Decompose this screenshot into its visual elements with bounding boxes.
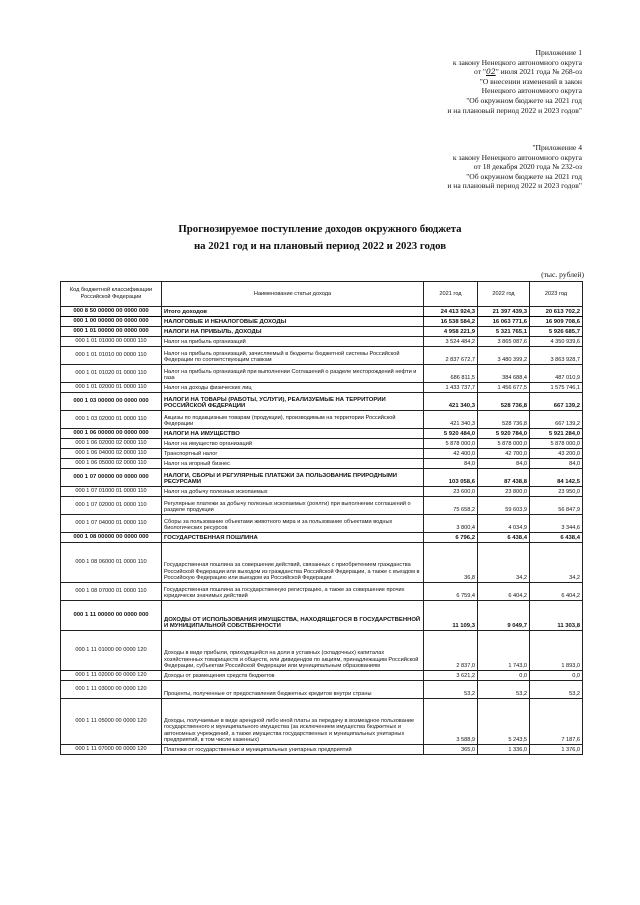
table-row: [61, 327, 583, 337]
table-row: [61, 347, 583, 365]
cell-code: 000 1 07 04000 01 0000 110: [61, 515, 162, 533]
cell-2021: 1 433 737,7: [424, 383, 478, 393]
cell-2021: 75 658,2: [424, 497, 478, 515]
cell-2023: 0,0: [530, 671, 583, 681]
cell-name: Налог на имущество организаций: [162, 439, 424, 449]
cell-name: НАЛОГИ НА ИМУЩЕСТВО: [162, 429, 424, 439]
appendix-4-header: [447, 143, 582, 191]
cell-code: 000 1 01 01010 00 0000 110: [61, 347, 162, 365]
table-row: [61, 745, 583, 755]
table-row: [61, 583, 583, 601]
cell-2022: 1 456 677,5: [478, 383, 530, 393]
cell-name: НАЛОГИ НА ТОВАРЫ (РАБОТЫ, УСЛУГИ), РЕАЛИЗУЕМЫЕ НА ТЕРРИТОРИИ РОССИЙСКОЙ ФЕДЕРАЦИИ: [162, 393, 424, 411]
cell-2023: 43 200,0: [530, 449, 583, 459]
cell-2023: 84 142,5: [530, 469, 583, 487]
table-row: [61, 671, 583, 681]
cell-name: ДОХОДЫ ОТ ИСПОЛЬЗОВАНИЯ ИМУЩЕСТВА, НАХОДЯЩЕГОСЯ В ГОСУДАРСТВЕННОЙ И МУНИЦИПАЛЬНОЙ СОБСТВЕННОСТИ: [162, 601, 424, 631]
cell-2021: 84,0: [424, 459, 478, 469]
cell-2023: 5 921 284,0: [530, 429, 583, 439]
cell-2021: 36,8: [424, 543, 478, 583]
cell-2023: 4 350 939,6: [530, 337, 583, 347]
cell-2023: 5 878 000,0: [530, 439, 583, 449]
cell-2021: 3 524 484,2: [424, 337, 478, 347]
cell-2021: 3 800,4: [424, 515, 478, 533]
table-row: [61, 439, 583, 449]
cell-code: 000 1 01 02000 01 0000 110: [61, 383, 162, 393]
cell-code: 000 1 07 02000 01 0000 110: [61, 497, 162, 515]
cell-name: Транспортный налог: [162, 449, 424, 459]
cell-2022: 528 736,8: [478, 411, 530, 429]
cell-name: Доходы в виде прибыли, приходящейся на доли в уставных (складочных) капиталах хозяйственных товариществ и обществ, или дивидендов по акциям, принадлежащим Российской Федерации, субъектам Российской Федерации или муниципальным образованиям: [162, 631, 424, 671]
handwritten-date: 02: [486, 67, 496, 77]
cell-name: Налог на добычу полезных ископаемых: [162, 487, 424, 497]
appendix-1-date-line: от "02" июля 2021 года № 268-оз: [474, 67, 582, 77]
cell-name: Проценты, полученные от предоставления бюджетных кредитов внутри страны: [162, 681, 424, 699]
header-2023: 2023 год: [530, 282, 583, 307]
cell-2023: 34,2: [530, 543, 583, 583]
table-header-row: [61, 282, 583, 307]
cell-2023: 84,0: [530, 459, 583, 469]
header-name: Наименование статьи дохода: [162, 282, 424, 307]
cell-name: Доходы, получаемые в виде арендной либо иной платы за передачу в возмездное пользование государственного и муниципального имущества (за исключением имущества бюджетных и автономных учреждений, а также имущества государственных и муниципальных унитарных предприятий, в том числе казенных): [162, 699, 424, 745]
cell-2022: 5 321 765,1: [478, 327, 530, 337]
cell-code: 000 1 07 01000 01 0000 110: [61, 487, 162, 497]
cell-name: Налог на прибыль организаций, зачисляемый в бюджеты бюджетной системы Российской Федерации по соответствующим ставкам: [162, 347, 424, 365]
cell-2021: 42 400,0: [424, 449, 478, 459]
appendix-4-line: "Приложение 4: [532, 143, 582, 152]
cell-code: 000 1 01 01020 01 0000 110: [61, 365, 162, 383]
cell-2022: 5 243,5: [478, 699, 530, 745]
cell-code: 000 1 01 00000 00 0000 000: [61, 327, 162, 337]
cell-2023: 6 438,4: [530, 533, 583, 543]
cell-name: НАЛОГОВЫЕ И НЕНАЛОГОВЫЕ ДОХОДЫ: [162, 317, 424, 327]
cell-2022: 6 438,4: [478, 533, 530, 543]
cell-code: 000 1 07 00000 00 0000 000: [61, 469, 162, 487]
document-title-line-1: Прогнозируемое поступление доходов окружного бюджета: [178, 223, 462, 235]
cell-code: 000 1 11 01000 00 0000 120: [61, 631, 162, 671]
cell-2021: 421 340,3: [424, 411, 478, 429]
cell-2022: 3 865 087,6: [478, 337, 530, 347]
cell-name: Налог на доходы физических лиц: [162, 383, 424, 393]
cell-2021: 24 413 924,3: [424, 307, 478, 317]
cell-name: Сборы за пользование объектами животного мира и за пользование объектами водных биологических ресурсов: [162, 515, 424, 533]
header-2021: 2021 год: [424, 282, 478, 307]
table-row: [61, 469, 583, 487]
cell-code: 000 1 11 00000 00 0000 000: [61, 601, 162, 631]
cell-name: Налог на игорный бизнес: [162, 459, 424, 469]
cell-2022: 6 404,2: [478, 583, 530, 601]
cell-2021: 103 058,6: [424, 469, 478, 487]
cell-2021: 2 837,0: [424, 631, 478, 671]
cell-name: Государственная пошлина за совершение действий, связанных с приобретением гражданства Российской Федерации или выходом из гражданства Российской Федерации, а также с въездом в Российскую Федерацию или выездом из Российской Федерации: [162, 543, 424, 583]
appendix-1-line: к закону Ненецкого автономного округа: [452, 57, 582, 67]
cell-2022: 42 700,0: [478, 449, 530, 459]
document-title: [0, 221, 640, 255]
cell-2023: 6 404,2: [530, 583, 583, 601]
cell-2023: 7 187,6: [530, 699, 583, 745]
cell-2021: 6 759,4: [424, 583, 478, 601]
cell-2021: 5 878 000,0: [424, 439, 478, 449]
cell-2023: 667 139,2: [530, 393, 583, 411]
cell-name: Налог на прибыль организаций: [162, 337, 424, 347]
cell-2021: 365,0: [424, 745, 478, 755]
cell-code: 000 8 50 00000 00 0000 000: [61, 307, 162, 317]
table-row: [61, 383, 583, 393]
cell-code: 000 1 11 03000 00 0000 120: [61, 681, 162, 699]
table-row: [61, 307, 583, 317]
cell-code: 000 1 03 00000 00 0000 000: [61, 393, 162, 411]
cell-code: 000 1 08 07000 01 0000 110: [61, 583, 162, 601]
cell-2022: 84,0: [478, 459, 530, 469]
cell-2021: 53,2: [424, 681, 478, 699]
appendix-4-line: от 18 декабря 2020 года № 232-оз: [473, 162, 582, 172]
table-row: [61, 515, 583, 533]
document-title-line-2: на 2021 год и на плановый период 2022 и 2023 годов: [193, 240, 447, 252]
table-row: [61, 365, 583, 383]
cell-2021: 16 538 584,2: [424, 317, 478, 327]
table-row: [61, 393, 583, 411]
cell-2021: 23 600,0: [424, 487, 478, 497]
cell-code: 000 1 01 01000 00 0000 110: [61, 337, 162, 347]
revenue-table: [60, 281, 583, 755]
cell-code: 000 1 08 00000 00 0000 000: [61, 533, 162, 543]
cell-code: 000 1 00 00000 00 0000 000: [61, 317, 162, 327]
cell-code: 000 1 03 02000 01 0000 110: [61, 411, 162, 429]
cell-name: Доходы от размещения средств бюджетов: [162, 671, 424, 681]
cell-2022: 16 063 771,6: [478, 317, 530, 327]
cell-2023: 3 344,6: [530, 515, 583, 533]
cell-code: 000 1 11 02000 00 0000 120: [61, 671, 162, 681]
cell-2023: 3 863 928,7: [530, 347, 583, 365]
cell-2023: 667 139,2: [530, 411, 583, 429]
cell-2021: 686 811,5: [424, 365, 478, 383]
cell-2023: 5 926 685,7: [530, 327, 583, 337]
cell-name: Акцизы по подакцизным товарам (продукции), производимым на территории Российской Федерации: [162, 411, 424, 429]
cell-2021: 2 837 672,7: [424, 347, 478, 365]
cell-name: НАЛОГИ, СБОРЫ И РЕГУЛЯРНЫЕ ПЛАТЕЖИ ЗА ПОЛЬЗОВАНИЕ ПРИРОДНЫМИ РЕСУРСАМИ: [162, 469, 424, 487]
appendix-1-line: Приложение 1: [535, 48, 582, 57]
cell-2022: 1 743,0: [478, 631, 530, 671]
cell-2023: 1 575 746,1: [530, 383, 583, 393]
table-body: [61, 307, 583, 755]
cell-2022: 3 480 399,2: [478, 347, 530, 365]
appendix-4-line: "Об окружном бюджете на 2021 год: [466, 171, 582, 181]
cell-name: Платежи от государственных и муниципальных унитарных предприятий: [162, 745, 424, 755]
cell-2021: 11 109,3: [424, 601, 478, 631]
cell-code: 000 1 11 05000 00 0000 120: [61, 699, 162, 745]
cell-2022: 384 688,4: [478, 365, 530, 383]
table-row: [61, 699, 583, 745]
appendix-1-header: [447, 48, 582, 115]
table-row: [61, 449, 583, 459]
table-row: [61, 497, 583, 515]
cell-name: НАЛОГИ НА ПРИБЫЛЬ, ДОХОДЫ: [162, 327, 424, 337]
cell-name: Итого доходов: [162, 307, 424, 317]
cell-code: 000 1 06 04000 02 0000 110: [61, 449, 162, 459]
table-row: [61, 429, 583, 439]
cell-2022: 1 336,0: [478, 745, 530, 755]
cell-2022: 21 397 439,3: [478, 307, 530, 317]
cell-2021: 3 588,9: [424, 699, 478, 745]
cell-2023: 53,2: [530, 681, 583, 699]
cell-2021: 421 340,3: [424, 393, 478, 411]
appendix-1-line: Ненецкого автономного округа: [481, 86, 582, 96]
cell-2022: 9 049,7: [478, 601, 530, 631]
cell-2022: 4 034,9: [478, 515, 530, 533]
table-row: [61, 533, 583, 543]
cell-2021: 3 621,2: [424, 671, 478, 681]
cell-2022: 0,0: [478, 671, 530, 681]
cell-2022: 34,2: [478, 543, 530, 583]
cell-2023: 1 376,0: [530, 745, 583, 755]
cell-2021: 6 796,2: [424, 533, 478, 543]
header-2022: 2022 год: [478, 282, 530, 307]
appendix-4-line: и на плановый период 2022 и 2023 годов": [447, 181, 582, 191]
cell-2023: 16 909 708,6: [530, 317, 583, 327]
cell-2022: 5 878 000,0: [478, 439, 530, 449]
appendix-1-line: "О внесении изменений в закон: [479, 76, 582, 86]
table-row: [61, 317, 583, 327]
cell-2022: 23 800,0: [478, 487, 530, 497]
table-row: [61, 543, 583, 583]
appendix-4-line: к закону Ненецкого автономного округа: [452, 152, 582, 162]
header-code: Код бюджетной классификации Российской Федерации: [61, 282, 162, 307]
cell-2022: 59 603,9: [478, 497, 530, 515]
cell-2023: 23 950,0: [530, 487, 583, 497]
cell-code: 000 1 08 06000 01 0000 110: [61, 543, 162, 583]
table-row: [61, 631, 583, 671]
cell-name: Налог на прибыль организаций при выполнении Соглашений о разделе месторождений нефти и газа: [162, 365, 424, 383]
cell-2022: 87 438,8: [478, 469, 530, 487]
cell-2022: 5 920 784,0: [478, 429, 530, 439]
cell-code: 000 1 06 05000 02 0000 110: [61, 459, 162, 469]
cell-code: 000 1 06 02000 02 0000 110: [61, 439, 162, 449]
cell-2021: 5 920 484,0: [424, 429, 478, 439]
cell-2023: 11 303,8: [530, 601, 583, 631]
cell-2022: 528 736,8: [478, 393, 530, 411]
table-row: [61, 681, 583, 699]
cell-name: Государственная пошлина за государственную регистрацию, а также за совершение прочих юридически значимых действий: [162, 583, 424, 601]
appendix-1-line: "Об окружном бюджете на 2021 год: [466, 95, 582, 105]
cell-2023: 487 010,9: [530, 365, 583, 383]
cell-2023: 56 847,9: [530, 497, 583, 515]
table-row: [61, 487, 583, 497]
cell-name: ГОСУДАРСТВЕННАЯ ПОШЛИНА: [162, 533, 424, 543]
unit-note: (тыс. рублей): [541, 270, 584, 279]
cell-2022: 53,2: [478, 681, 530, 699]
cell-2023: 1 893,0: [530, 631, 583, 671]
table-row: [61, 337, 583, 347]
cell-2023: 20 613 702,2: [530, 307, 583, 317]
cell-code: 000 1 11 07000 00 0000 120: [61, 745, 162, 755]
table-row: [61, 601, 583, 631]
cell-code: 000 1 06 00000 00 0000 000: [61, 429, 162, 439]
table-row: [61, 459, 583, 469]
table-row: [61, 411, 583, 429]
cell-2021: 4 958 221,9: [424, 327, 478, 337]
appendix-1-line: и на плановый период 2022 и 2023 годов": [447, 105, 582, 115]
cell-name: Регулярные платежи за добычу полезных ископаемых (роялти) при выполнении соглашений о разделе продукции: [162, 497, 424, 515]
